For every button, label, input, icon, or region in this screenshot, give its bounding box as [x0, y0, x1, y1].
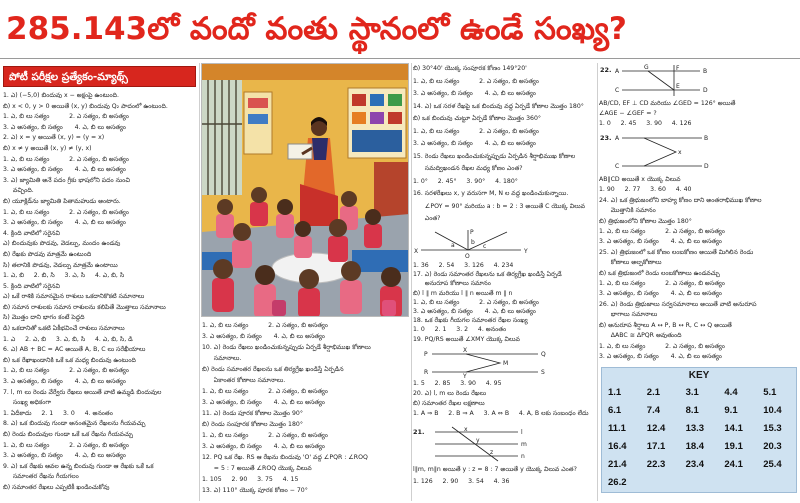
q16-label: c — [483, 243, 487, 250]
text-line: సమానాలు. — [202, 355, 242, 362]
text-line: భాగాలు సమానాలు — [599, 311, 658, 319]
text-line: 1. 5 2. 85 3. 90 4. 95 — [413, 380, 502, 387]
questions-19-20 — [413, 379, 596, 425]
text-line: బి) ఒక బిందువు చుట్టూ ఏర్పడే కోణాల మొత్తం 360° — [413, 115, 541, 122]
q23-label: C — [615, 163, 620, 170]
text-line: బి) సమాంతర రేఖల లక్షణాలు — [413, 400, 485, 407]
text-line: 3. ఎ అసత్యం, బి సత్యం 4. ఎ, బి లు అసత్యం — [599, 290, 722, 298]
text-line: 3. ఎ అసత్యం, బి సత్యం 4. ఎ, బి లు అసత్యం — [599, 238, 722, 246]
text-line: 1. ఎ 2. ఎ, బి 3. ఎ, బి, సి 4. ఎ, బి, సి, డి — [3, 335, 133, 343]
key-cell: 6.1 — [608, 405, 622, 416]
questions-23-26 — [599, 175, 797, 364]
text-line: 1. 0° 2. 45° 3. 90° 4. 180° — [413, 177, 518, 185]
text-line: 5. క్రింది వాటిలో సరైనవి — [3, 282, 60, 290]
text-line: 1. 36 2. 54 3. 126 4. 234 — [413, 262, 514, 269]
classroom-illustration — [202, 64, 409, 317]
text-line: 24. ఎ) ఒక త్రిభుజంలోని బాహ్య కోణం దాని అంతరాభిముఖ కోణాల — [599, 196, 762, 204]
board-picture — [370, 94, 384, 106]
q23-label: x — [678, 149, 682, 156]
page-headline: 285.143లో వందో వంతు స్థానంలో ఉండే సంఖ్య? — [6, 11, 627, 47]
text-line: 1. ఎ, బి లు సత్యం 2. ఎ సత్యం, బి అసత్యం — [202, 388, 328, 395]
text-line: 1. ఏదీకాదు 2. 1 3. 0 4. అనంతం — [3, 409, 113, 417]
text-line: 1. ఎ, బి లు సత్యం 2. ఎ సత్యం, బి అసత్యం — [3, 367, 129, 375]
text-line: 3. ఎ అసత్యం, బి సత్యం 4. ఎ, బి లు అసత్యం — [413, 308, 536, 316]
text-line: బి) రెండు సంపూరక కోణాల మొత్తం 180° — [202, 421, 303, 428]
window-bars — [202, 80, 242, 195]
key-row — [602, 402, 796, 420]
board-picture — [352, 94, 366, 106]
text-line: 3. ఎ అసత్యం, బి సత్యం 4. ఎ, బి లు అసత్యం — [599, 352, 722, 360]
text-line: బి) యూక్లిడ్‌ను జ్యామితి పితామహుడు అంటారు. — [3, 197, 121, 205]
text-line: బి) సమాన రాశులకు సమాన రాశులను కలిపితే మొత్తాలు సమానాలు — [3, 303, 166, 311]
q22-diagram — [614, 63, 714, 97]
text-line: 19. PQ/RS అయితే ∠XMY యొక్క విలువ — [413, 335, 520, 343]
q21-label: x — [464, 426, 468, 433]
q21-label: l — [521, 429, 523, 436]
question-22 — [599, 99, 797, 130]
board-picture — [388, 94, 402, 106]
key-cell: 21.4 — [608, 459, 627, 470]
key-row — [602, 438, 796, 456]
q22-label: C — [615, 87, 620, 94]
text-line: బి) l ∥ m మరియు l ∥ n అయితే m ∥ n — [413, 289, 513, 297]
q21-diagram — [430, 426, 530, 462]
board-picture — [352, 112, 366, 124]
text-line: = 5 : 7 అయితే ∠ROQ యొక్క విలువ — [202, 465, 312, 472]
text-line: 3. ఎ అసత్యం, బి సత్యం 4. ఎ, బి లు అసత్యం — [202, 443, 325, 450]
key-cell: 23.4 — [685, 459, 705, 470]
student — [212, 259, 234, 312]
text-line: బి) 30°40' యొక్క సంపూరక కోణం 149°20' — [413, 65, 527, 72]
question-number: 23. — [600, 134, 612, 142]
text-line: సంఖ్య అధికంగా — [3, 399, 52, 407]
text-line: AB/CD, EF ⊥ CD మరియు ∠GED = 126° అయితే — [599, 100, 736, 107]
text-line: 1. 126 2. 90 3. 54 4. 36 — [413, 478, 510, 485]
key-cell: 17.1 — [646, 441, 666, 452]
q16-label: Y — [524, 248, 528, 255]
text-line: డి) ఒకదానితో ఒకటి ఏకీభవించే రాశులు సమానాలు — [3, 325, 125, 333]
text-line: 4. క్రింది వాటిలో సరైనవి — [3, 229, 60, 237]
key-cell: 2.1 — [646, 387, 661, 398]
student — [298, 269, 320, 317]
q23-label: B — [704, 135, 709, 142]
text-line: బి) x ≠ y అయితే (x, y) ≠ (y, x) — [3, 144, 92, 152]
school-bag — [382, 300, 396, 316]
text-line: బి) సమాంతర రేఖలు ఎప్పటికీ ఖండించుకోవు — [3, 483, 110, 491]
answer-key-title: KEY — [688, 370, 710, 381]
text-line: 3. ఎ అసత్యం, బి సత్యం 4. ఎ, బి లు అసత్యం — [413, 90, 536, 97]
q21-label: z — [490, 449, 494, 456]
text-line: బి) త్రిభుజంలోని కోణాల మొత్తం 180° — [599, 217, 692, 225]
answer-key — [601, 367, 797, 493]
text-line: 1. 0 2. 1 3. 2 4. అనంతం — [413, 326, 507, 334]
q22-label: A — [615, 68, 620, 75]
key-cell: 26.2 — [608, 477, 627, 488]
column-divider — [411, 63, 412, 501]
text-line: 14. ఎ) ఒక సరళ రేఖపై ఒక బిందువు వద్ద ఏర్పడే కోణాల మొత్తం 180° — [413, 102, 584, 110]
q22-label: F — [676, 65, 680, 72]
key-cell: 13.3 — [685, 423, 705, 434]
text-line: 1. ఎ, బి లు సత్యం 2. ఎ సత్యం, బి అసత్యం — [599, 228, 725, 236]
text-line: 7. l, m లు రెండు వేర్వేరు రేఖలు అయితే వాటి ఉమ్మడి బిందువుల — [3, 388, 162, 396]
q22-label: E — [676, 83, 680, 90]
key-row — [602, 474, 796, 492]
student — [232, 223, 252, 268]
key-cell: 7.4 — [646, 405, 661, 416]
text-line: 12. PQ ఒక రేఖ. RS ఆ రేఖను బిందువు 'O' వద్ద ∠PQR : ∠ROQ — [202, 454, 368, 461]
text-line: 1. ఎ, బి లు సత్యం 2. ఎ సత్యం, బి అసత్యం — [413, 127, 539, 135]
text-line: వచ్చింది. — [3, 187, 34, 195]
text-line: 1. ఎ, బి లు సత్యం 2. ఎ సత్యం, బి అసత్యం — [599, 342, 725, 350]
text-line: మొత్తానికి సమానం — [599, 207, 656, 215]
text-line: 16. సరళరేఖలు x, y వరుసగా M, N ల వద్ద ఖండించుకున్నాయి. — [413, 190, 569, 197]
text-line: 3. ఎ అసత్యం, బి సత్యం 4. ఎ, బి లు అసత్యం — [202, 333, 325, 340]
q22-label: B — [703, 68, 708, 75]
q16-diagram — [413, 226, 533, 260]
text-line: 9. ఎ) ఒక రేఖకు ఆవల ఉన్న బిందువు గుండా ఆ రేఖకు ఒకే ఒక — [3, 462, 154, 470]
text-line: 1. ఎ, బి లు సత్యం 2. ఎ సత్యం, బి అసత్యం — [599, 280, 725, 288]
school-bag — [272, 300, 286, 316]
q23-diagram — [614, 131, 714, 173]
text-line: AB∥CD అయితే x యొక్క విలువ — [599, 176, 681, 183]
text-line: 17. ఎ) రెండు సమాంతర రేఖలను ఒక తిర్యగ్రేఖ ఖండిస్తే ఏర్పడే — [413, 271, 562, 279]
question-number: 21. — [413, 428, 425, 436]
q19-label: Y — [463, 373, 467, 379]
key-cell: 20.3 — [763, 441, 782, 452]
text-line: 26. ఎ) రెండు త్రిభుజాలు సర్వసమానాలు అయితే వాటి అనురూప — [599, 300, 757, 308]
key-cell: 25.4 — [763, 459, 782, 470]
column-divider — [597, 63, 598, 501]
text-line: 1. ఎ, బి లు సత్యం 2. ఎ సత్యం, బి అసత్యం — [413, 77, 539, 85]
text-line: బి) ఒక రేఖాఖండానికి ఒకే ఒక మధ్య బిందువు ఉంటుంది — [3, 356, 136, 364]
text-line: 1. 0 2. 45 3. 90 4. 126 — [599, 120, 692, 127]
key-cell: 12.4 — [646, 423, 666, 434]
text-line: సమాంతర రేఖను గీయగలం — [3, 473, 79, 481]
student — [294, 221, 312, 258]
text-line: 2. ఎ) x = y అయితే (x, y) = (y = x) — [3, 134, 105, 142]
text-line: 3. ఎ అసత్యం, బి సత్యం 4. ఎ, బి లు అసత్యం — [3, 166, 126, 174]
student — [250, 187, 268, 226]
poster-picture — [248, 114, 268, 124]
key-row — [602, 456, 796, 474]
key-cell: 18.4 — [685, 441, 705, 452]
text-line: 1. 105 2. 90 3. 75 4. 15 — [202, 476, 299, 483]
q19-label: R — [424, 369, 429, 376]
text-line: 1. ఎ, బి లు సత్యం 2. ఎ సత్యం, బి అసత్యం — [202, 322, 328, 329]
text-line: 6. ఎ) AB + BC = AC అయితే A, B, C లు సరేఖీయాలు — [3, 346, 146, 354]
questions-16-19 — [413, 261, 596, 345]
text-line: 1. ఎ, బి 2. బి, సి 3. ఎ, సి 4. ఎ, బి, సి — [3, 272, 125, 280]
q16-label: b — [471, 239, 475, 246]
text-line: 3. ఎ అసత్యం, బి సత్యం 4. ఎ, బి లు అసత్యం — [202, 399, 325, 406]
key-cell: 19.1 — [724, 441, 743, 452]
q19-label: S — [541, 369, 545, 376]
text-line: 15. రెండు రేఖలు ఖండించుకున్నప్పుడు ఏర్పడిన శీర్షాభిముఖ కోణాల — [413, 152, 576, 160]
board-picture — [388, 112, 402, 124]
text-line: సి) మొత్తం దాని భాగం కంటే పెద్దది — [3, 314, 85, 322]
key-cell: 4.4 — [724, 387, 738, 398]
text-line: 1. ఎ, బి లు సత్యం 2. ఎ సత్యం, బి అసత్యం — [413, 298, 539, 306]
text-line: ΔABC ≅ ΔPQR అవుతుంది — [599, 332, 682, 340]
q16-label: a — [451, 242, 455, 249]
column-1 — [3, 63, 198, 501]
text-line: ∠AGE − ∠GEF = ? — [599, 110, 657, 117]
q22-label: G — [644, 64, 649, 71]
q23-label: D — [704, 163, 709, 170]
text-line: 3. ఎ అసత్యం, బి సత్యం 4. ఎ, బి లు అసత్యం — [3, 452, 126, 460]
key-cell: 16.4 — [608, 441, 627, 452]
text-line: l∥m, m∥n అయితే y : z = 8 : 7 అయితే y యొక్క విలువ ఎంత? — [413, 466, 577, 473]
text-line: 13. ఎ) 110° యొక్క పూరక కోణం − 70° — [202, 487, 308, 494]
student — [364, 209, 382, 248]
q21-label: m — [521, 441, 527, 448]
q21-label: y — [476, 437, 480, 444]
student — [216, 199, 234, 238]
text-line: 3. ఎ అసత్యం, బి సత్యం 4. ఎ, బి లు అసత్యం — [3, 219, 126, 227]
text-line: 10. ఎ) రెండు రేఖలు ఖండించుకున్నప్పుడు ఏర్పడే శీర్షాభిముఖ కోణాలు — [202, 344, 371, 351]
text-line: ఎ) ఒకే రాశికి సమానమైన రాశులు ఒకదానికొకటి సమానాలు — [3, 293, 145, 301]
board-picture — [370, 112, 384, 124]
q19-label: X — [463, 347, 468, 354]
text-line: 3. ఎ) జ్యామితి అనే పదం గ్రీకు భాషలోని పదం నుంచి — [3, 176, 130, 184]
text-line: 18. ఒక రేఖకు గీయగల సమాంతర రేఖల సంఖ్య — [413, 317, 528, 325]
q23-label: A — [615, 135, 620, 142]
classroom-photo — [201, 63, 409, 317]
q19-label: Q — [541, 351, 546, 358]
student — [276, 199, 294, 238]
text-line: 3. ఎ అసత్యం, బి సత్యం 4. ఎ, బి లు అసత్యం — [413, 140, 536, 147]
text-line: బి) రెండు బిందువుల గుండా ఒకే ఒక రేఖను గీయవచ్చు — [3, 431, 134, 438]
key-cell: 22.3 — [646, 459, 666, 470]
text-line: ఎంత? — [413, 215, 441, 222]
q19-diagram — [418, 345, 558, 379]
text-line: ఏకాంతర కోణాలు సమానాలు. — [202, 377, 286, 384]
key-cell: 1.1 — [608, 387, 622, 398]
text-line: 11. ఎ) రెండు పూరక కోణాల మొత్తం 90° — [202, 410, 303, 417]
text-line: 25. ఎ) త్రిభుజంలో ఒక కోణం లంబకోణం అయితే మిగిలిన రెండు — [599, 248, 754, 256]
column-divider — [199, 63, 200, 501]
q21-label: n — [521, 453, 525, 460]
answer-key-rows — [602, 384, 796, 492]
text-line: బి) x < 0, y > 0 అయితే (x, y) బిందువు Q₂ పాదంలో ఉంటుంది. — [3, 102, 168, 110]
text-line: 1. ఎ) (−5,0) బిందువు x − అక్షంపై ఉంటుంది. — [3, 92, 119, 99]
text-line: 1. ఎ, బి లు సత్యం 2. ఎ సత్యం, బి అసత్యం — [3, 208, 129, 216]
q16-label: O — [465, 253, 470, 260]
key-cell: 24.1 — [724, 459, 743, 470]
text-line: 1. A ⇒ B 2. B ⇒ A 3. A ⇔ B 4. A, B లకు సంబంధం లేదు — [413, 410, 589, 417]
board-picture — [352, 130, 402, 152]
key-cell: 15.3 — [763, 423, 782, 434]
student — [340, 261, 362, 314]
text-line: 1. ఎ, బి లు సత్యం 2. ఎ సత్యం, బి అసత్యం — [3, 113, 129, 121]
text-line: 8. ఎ) ఒక బిందువు గుండా అనంతమైన రేఖలను గీయవచ్చు — [3, 420, 146, 428]
question-number: 22. — [600, 66, 612, 74]
key-cell: 9.1 — [724, 405, 738, 416]
text-line: 3. ఎ అసత్యం, బి సత్యం 4. ఎ, బి లు అసత్యం — [3, 123, 126, 131]
text-line: 1. ఎ, బి లు సత్యం 2. ఎ సత్యం, బి అసత్యం — [3, 441, 129, 449]
key-cell: 14.1 — [724, 423, 743, 434]
questions-1-9 — [3, 91, 198, 499]
text-line: బి) రెండు సమాంతర రేఖలను ఒక తిర్యగ్రేఖ ఖండిస్తే ఏర్పడిన — [202, 366, 344, 373]
text-line: బి) అనురూప శీర్షాలు A ↔ P, B ↔ R, C ↔ Q అయితే — [599, 321, 732, 329]
text-line: 1. 90 2. 77 3. 60 4. 40 — [599, 186, 692, 194]
key-cell: 11.1 — [608, 423, 626, 434]
question-21 — [413, 464, 596, 492]
key-cell: 8.1 — [685, 405, 699, 416]
poster-picture — [248, 98, 268, 108]
text-line: బి) రేఖకు పొడవు మాత్రమే ఉంటుంది — [3, 250, 92, 258]
q16-label: P — [470, 229, 474, 236]
text-line: సమద్విఖండన రేఖల మధ్య కోణం ఎంత? — [413, 165, 523, 172]
key-row — [602, 384, 796, 402]
key-cell: 5.1 — [763, 387, 777, 398]
questions-13-16 — [413, 63, 596, 226]
ceiling-beam — [202, 64, 409, 80]
q16-label: X — [414, 248, 419, 255]
section-banner: పోటీ పరీక్షల ప్రత్యేకం-మ్యాథ్స్ — [3, 66, 196, 87]
key-row — [602, 420, 796, 438]
text-line: 1. ఎ, బి లు సత్యం 2. ఎ సత్యం, బి అసత్యం — [202, 432, 328, 439]
text-line: కోణాలు అల్పకోణాలు — [599, 259, 662, 267]
text-line: ఎ) బిందువుకు పొడవు, వెడల్పు, మందం ఉండవు — [3, 240, 121, 248]
key-cell: 10.4 — [763, 405, 782, 416]
questions-10-13 — [202, 320, 409, 501]
q19-label: P — [424, 351, 428, 358]
headline-divider — [0, 58, 800, 59]
q19-label: M — [503, 360, 509, 367]
text-line: ∠POY = 90° మరియు a : b = 2 : 3 అయితే C యొక్క విలువ — [413, 202, 586, 210]
q22-label: D — [703, 87, 708, 94]
text-line: సి) తలానికి పొడవు, వెడల్పు మాత్రమే ఉంటాయి — [3, 261, 118, 269]
text-line: అనురూప కోణాలు సమానం — [413, 280, 491, 288]
text-line: 3. ఎ అసత్యం, బి సత్యం 4. ఎ, బి లు అసత్యం — [3, 378, 126, 386]
text-line: బి) ఒక త్రిభుజంలో రెండు లంబకోణాలు ఉండవచ్చు — [599, 269, 720, 277]
text-line: 20. ఎ) l, m లు రెండు రేఖలు — [413, 390, 487, 397]
student — [328, 219, 348, 262]
text-line: 1. ఎ, బి లు సత్యం 2. ఎ సత్యం, బి అసత్యం — [3, 155, 129, 163]
key-cell: 3.1 — [685, 387, 699, 398]
